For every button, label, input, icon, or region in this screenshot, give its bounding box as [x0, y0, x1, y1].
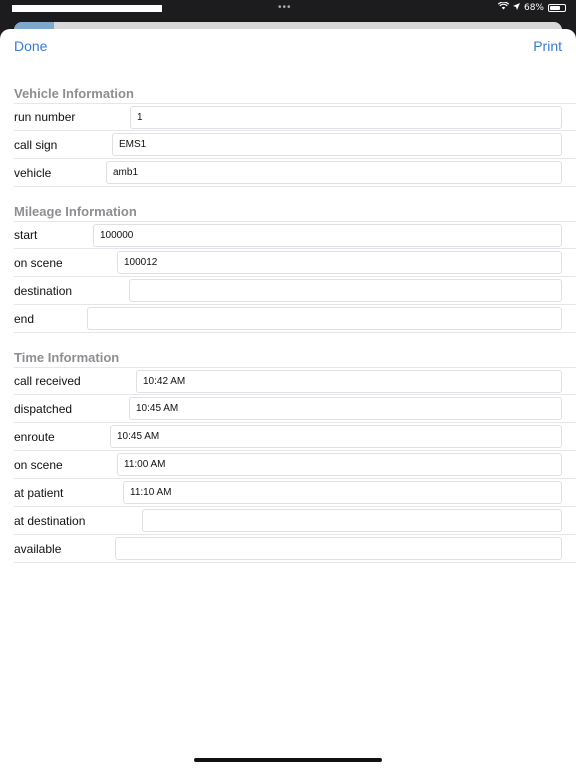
battery-percentage: 68%	[523, 2, 544, 13]
form-sections	[0, 75, 576, 563]
text-field[interactable]: 100000	[93, 224, 562, 247]
form-row	[14, 451, 576, 479]
field-label: on scene	[14, 255, 63, 270]
time-rows	[14, 367, 576, 563]
text-field[interactable]: amb1	[106, 161, 562, 184]
form-row	[14, 535, 576, 563]
multitasking-dots-icon[interactable]: •••	[278, 2, 292, 13]
field-label: end	[14, 311, 35, 326]
field-label: call received	[14, 374, 81, 388]
status-bar	[0, 0, 576, 18]
form-row	[14, 395, 576, 423]
text-field[interactable]: 1	[130, 106, 562, 129]
form-row	[14, 249, 576, 277]
text-field[interactable]: 11:00 AM	[117, 453, 562, 476]
vehicle-section	[0, 75, 576, 187]
status-time-redacted	[12, 5, 162, 12]
text-field[interactable]	[115, 537, 562, 560]
form-row	[14, 507, 576, 535]
section-header-mileage: Mileage Information	[14, 204, 137, 219]
field-label: destination	[14, 283, 73, 298]
text-field[interactable]	[142, 509, 562, 532]
field-label: enroute	[14, 429, 55, 444]
form-row	[14, 277, 576, 305]
field-label: at destination	[14, 513, 86, 528]
text-field[interactable]: 11:10 AM	[123, 481, 562, 504]
print-button[interactable]: Print	[533, 38, 562, 54]
text-field[interactable]: 100012	[117, 251, 562, 274]
status-indicators	[498, 2, 566, 13]
vehicle-rows	[14, 103, 576, 187]
done-button[interactable]: Done	[14, 38, 48, 54]
battery-level	[550, 6, 560, 10]
field-label: run number	[14, 110, 76, 124]
text-field[interactable]	[129, 279, 562, 302]
form-row	[14, 305, 576, 333]
home-indicator	[194, 758, 382, 762]
section-header-time: Time Information	[14, 350, 120, 365]
form-sheet	[0, 29, 576, 768]
battery-icon	[548, 4, 566, 12]
form-row	[14, 221, 576, 249]
location-icon	[513, 3, 520, 13]
text-field[interactable]: 10:42 AM	[136, 370, 562, 393]
text-field[interactable]	[87, 307, 562, 330]
field-label: call sign	[14, 137, 58, 152]
form-row	[14, 131, 576, 159]
field-label: at patient	[14, 485, 64, 500]
mileage-rows	[14, 221, 576, 333]
time-section	[0, 339, 576, 563]
field-label: on scene	[14, 457, 63, 472]
form-row	[14, 103, 576, 131]
mileage-section	[0, 193, 576, 333]
field-label: start	[14, 228, 38, 242]
field-label: available	[14, 541, 62, 556]
form-row	[14, 479, 576, 507]
form-row	[14, 367, 576, 395]
wifi-icon	[498, 2, 509, 13]
text-field[interactable]: EMS1	[112, 133, 562, 156]
form-row	[14, 423, 576, 451]
navigation-bar	[0, 29, 576, 65]
form-row	[14, 159, 576, 187]
field-label: vehicle	[14, 165, 52, 180]
field-label: dispatched	[14, 401, 73, 416]
section-header-vehicle: Vehicle Information	[14, 86, 134, 101]
text-field[interactable]: 10:45 AM	[129, 397, 562, 420]
text-field[interactable]: 10:45 AM	[110, 425, 562, 448]
